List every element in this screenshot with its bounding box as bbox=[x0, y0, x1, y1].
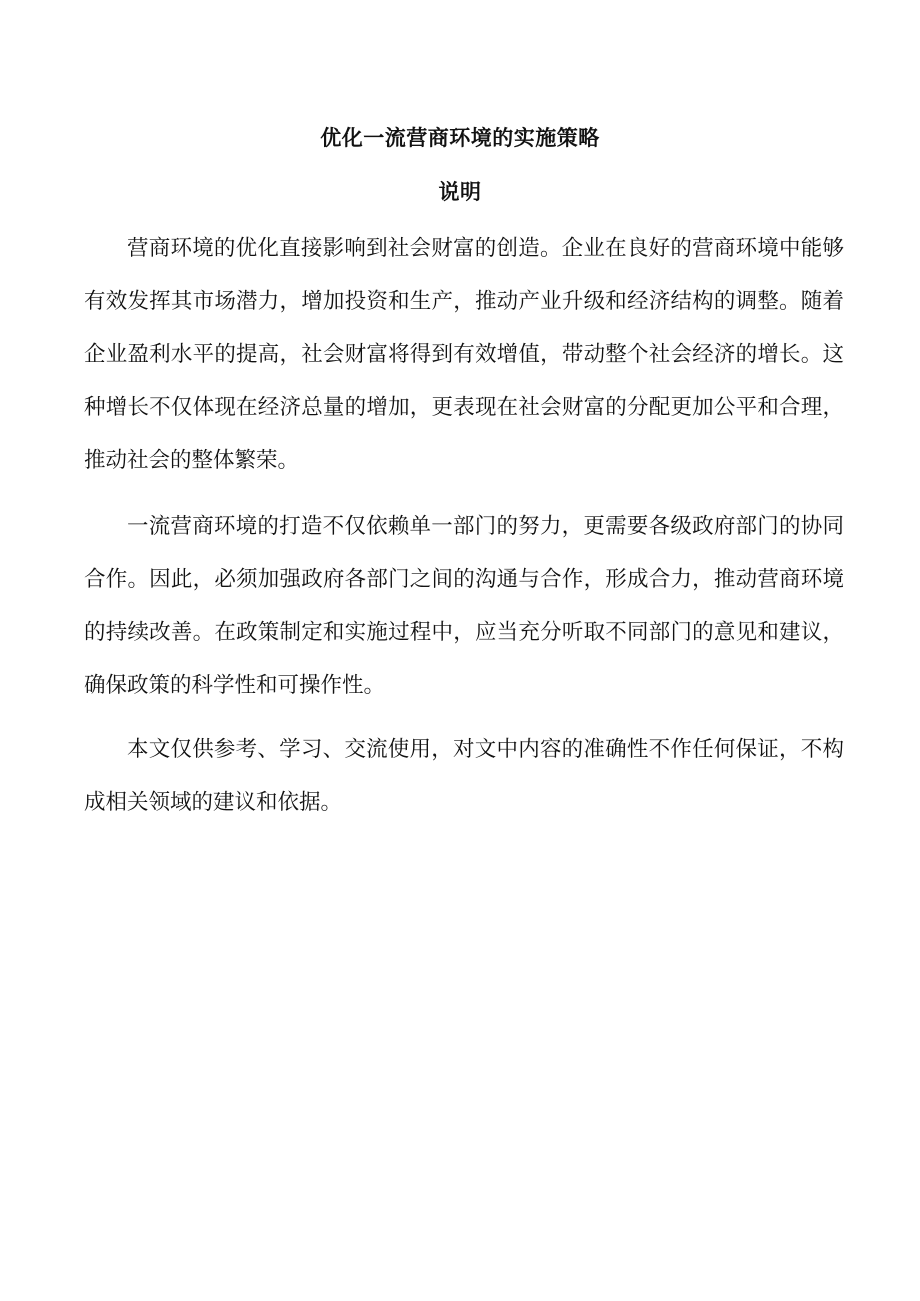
body-paragraph-1: 营商环境的优化直接影响到社会财富的创造。企业在良好的营商环境中能够有效发挥其市场潜力，增加投资和生产，推动产业升级和经济结构的调整。随着企业盈利水平的提高，社会财富将得到有效增值，带动整个社会经济的增长。这种增长不仅体现在经济总量的增加，更表现在社会财富的分配更加公平和合理，推动社会的整体繁荣。 bbox=[84, 236, 844, 473]
body-paragraph-2: 一流营商环境的打造不仅依赖单一部门的努力，更需要各级政府部门的协同合作。因此，必须加强政府各部门之间的沟通与合作，形成合力，推动营商环境的持续改善。在政策制定和实施过程中，应当充分听取不同部门的意见和建议，确保政策的科学性和可操作性。 bbox=[84, 514, 844, 698]
disclaimer-paragraph: 本文仅供参考、学习、交流使用，对文中内容的准确性不作任何保证，不构成相关领域的建议和依据。 bbox=[84, 737, 844, 815]
section-heading: 说明 bbox=[438, 179, 482, 204]
document-title: 优化一流营商环境的实施策略 bbox=[320, 125, 600, 150]
